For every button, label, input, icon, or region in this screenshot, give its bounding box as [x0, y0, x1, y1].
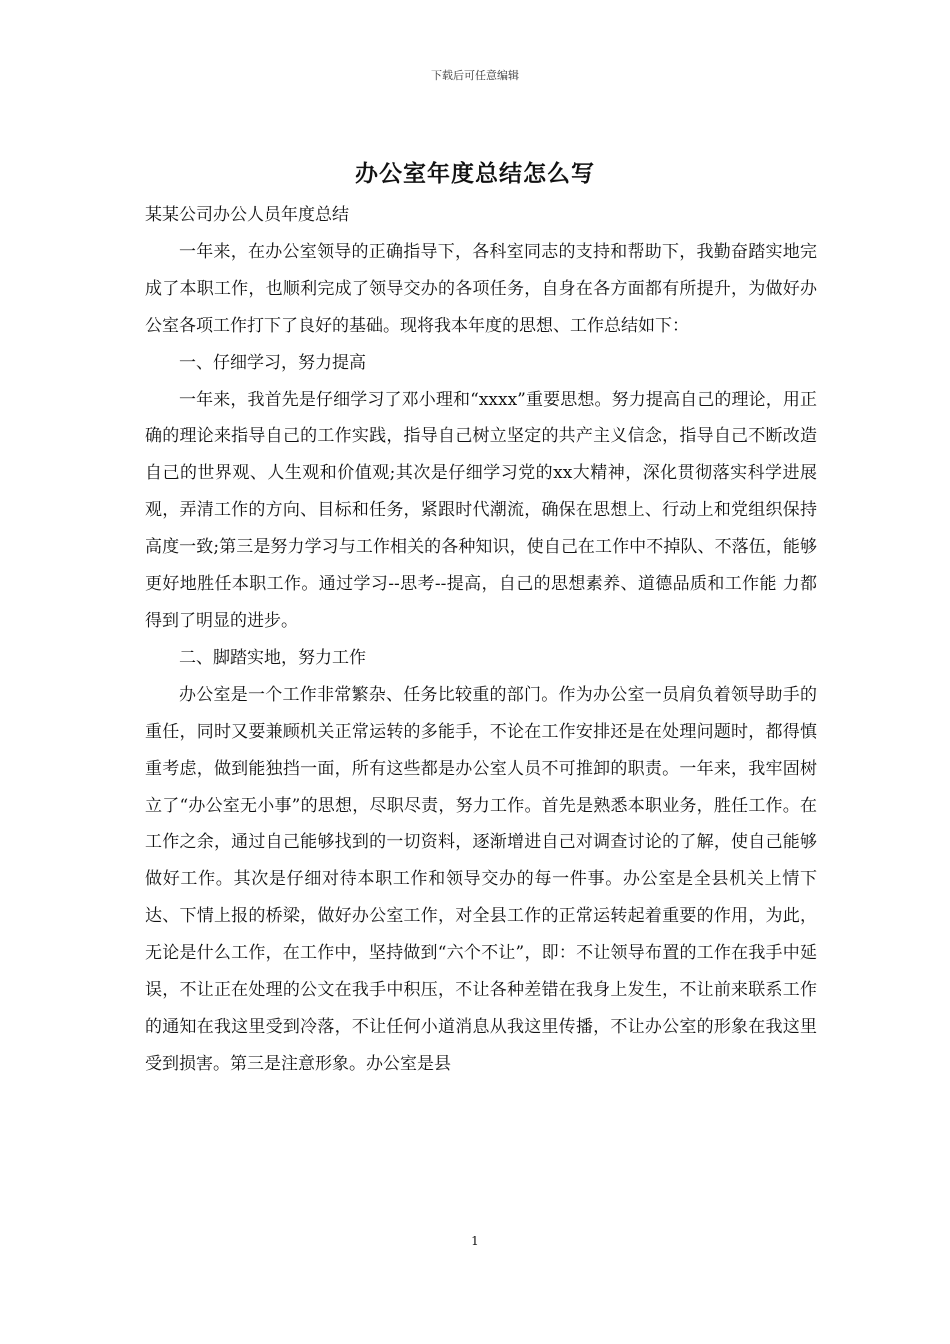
section-heading-1: 一、仔细学习，努力提高	[179, 352, 366, 373]
document-body	[145, 197, 817, 1083]
section-heading-2: 二、脚踏实地，努力工作	[179, 647, 366, 668]
paragraph-intro: 一年来，在办公室领导的正确指导下，各科室同志的支持和帮助下，我勤奋踏实地完成了本职工作，也顺利完成了领导交办的各项任务，自身在各方面都有所提升，为做好办公室各项工作打下了良好的基础。现将我本年度的思想、工作总结如下：	[145, 241, 817, 336]
document-title: 办公室年度总结怎么写	[355, 160, 595, 187]
page-number: 1	[471, 1234, 479, 1248]
paragraph-work: 办公室是一个工作非常繁杂、任务比较重的部门。作为办公室一员肩负着领导助手的重任，同时又要兼顾机关正常运转的多能手，不论在工作安排还是在处理问题时，都得慎重考虑，做到能独挡一面，所有这些都是办公室人员不可推卸的职责。一年来，我牢固树立了“办公室无小事”的思想，尽职尽责，努力工作。首先是熟悉本职业务，胜任工作。在工作之余，通过自己能够找到的一切资料，逐渐增进自己对调查讨论的了解，使自己能够做好工作。其次是仔细对待本职工作和领导交办的每一件事。办公室是全县机关上情下达、下情上报的桥梁，做好办公室工作，对全县工作的正常运转起着重要的作用，为此，无论是什么工作，在工作中，坚持做到“六个不让”，即：不让领导布置的工作在我手中延误，不让正在处理的公文在我手中积压，不让各种差错在我身上发生，不让前来联系工作的通知在我这里受到冷落，不让任何小道消息从我这里传播，不让办公室的形象在我这里受到损害。第三是注意形象。办公室是县	[145, 684, 817, 1074]
subtitle: 某某公司办公人员年度总结	[145, 205, 349, 225]
paragraph-study: 一年来，我首先是仔细学习了邓小理和“xxxx”重要思想。努力提高自己的理论，用正确的理论来指导自己的工作实践，指导自己树立坚定的共产主义信念，指导自己不断改造自己的世界观、人生观和价值观;其次是仔细学习党的xx大精神，深化贯彻落实科学进展观，弄清工作的方向、目标和任务，紧跟时代潮流，确保在思想上、行动上和党组织保持高度一致;第三是努力学习与工作相关的各种知识，使自己在工作中不掉队、不落伍，能够更好地胜任本职工作。通过学习--思考--提高，自己的思想素养、道德品质和工作能 力都得到了明显的进步。	[145, 389, 817, 631]
header-note: 下载后可任意编辑	[431, 69, 519, 82]
